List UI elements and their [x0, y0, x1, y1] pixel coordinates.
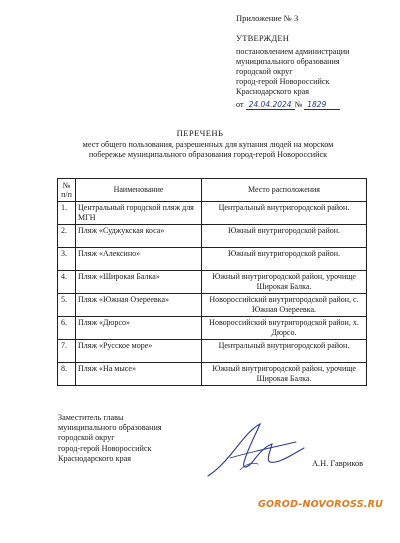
number-sign: № [294, 100, 303, 109]
row-number: 4. [58, 271, 76, 294]
handwritten-number: 1829 [307, 100, 327, 109]
subtitle-line: побережье муниципального образования город-герой Новороссийск [88, 150, 328, 159]
decree-date-line [236, 100, 340, 109]
row-number: 7. [58, 340, 76, 363]
header-place: Место расположения [202, 179, 367, 202]
row-place: Южный внутригородской район, урочище Широкая Балка. [202, 271, 367, 294]
signatory-title [58, 413, 162, 464]
row-name: Пляж «Суджукская коса» [76, 225, 202, 248]
decree-line: муниципального образования [236, 57, 340, 66]
row-number: 8. [58, 363, 76, 386]
row-name: Центральный городской пляж для МГН [76, 202, 202, 225]
document-subtitle [38, 140, 378, 160]
header-name: Наименование [76, 179, 202, 202]
site-watermark: GOROD-NOVOROSS.RU [258, 499, 383, 510]
date-prefix: от [236, 100, 244, 109]
row-place: Новороссийский внутригородской район, с. Южная Озереевка. [202, 294, 367, 317]
table-header-row [58, 179, 367, 202]
signatory-line: муниципального образования [58, 423, 162, 433]
decree-line: город-герой Новороссийск [236, 77, 330, 86]
signatory-line: город-герой Новороссийск [58, 443, 152, 453]
beaches-table [57, 178, 367, 386]
row-place: Южный внутригородской район. [202, 225, 367, 248]
row-number: 3. [58, 248, 76, 271]
row-number: 6. [58, 317, 76, 340]
subtitle-line: мест общего пользования, разрешенных для купания людей на морском [82, 140, 334, 149]
signatory-line: Краснодарского края [58, 453, 132, 463]
row-name: Пляж «На мысе» [76, 363, 202, 386]
decree-line: постановлением администрации [236, 47, 350, 56]
table-row [58, 202, 367, 225]
approved-label: УТВЕРЖДЕН [236, 33, 290, 43]
row-number: 2. [58, 225, 76, 248]
row-place: Новороссийский внутригородской район, х. Дюрсо. [202, 317, 367, 340]
table-row [58, 225, 367, 248]
decree-line: Краснодарского края [236, 87, 310, 96]
table-row [58, 271, 367, 294]
table-row [58, 340, 367, 363]
header-number: № п/п [58, 179, 76, 202]
table-row [58, 363, 367, 386]
handwritten-signature [200, 418, 310, 488]
row-place: Южный внутригородской район. [202, 248, 367, 271]
row-name: Пляж «Русское море» [76, 340, 202, 363]
row-name: Пляж «Дюрсо» [76, 317, 202, 340]
row-place: Центральный внутригородской район. [202, 202, 367, 225]
table-row [58, 317, 367, 340]
row-name: Пляж «Южная Озереевка» [76, 294, 202, 317]
handwritten-date: 24.04.2024 [248, 100, 292, 109]
document-title: ПЕРЕЧЕНЬ [176, 128, 224, 138]
row-number: 1. [58, 202, 76, 225]
decree-line: городской округ [236, 67, 293, 76]
row-name: Пляж «Алексино» [76, 248, 202, 271]
row-name: Пляж «Широкая Балка» [76, 271, 202, 294]
row-place: Южный внутригородской район, урочище Широкая Балка. [202, 363, 367, 386]
appendix-label: Приложение № 3 [236, 13, 299, 23]
signatory-name: А.Н. Гавриков [312, 459, 364, 468]
row-place: Центральный внутригородской район. [202, 340, 367, 363]
table-row [58, 248, 367, 271]
table-row [58, 294, 367, 317]
signatory-line: Заместитель главы [58, 413, 124, 422]
decree-block [236, 47, 396, 97]
row-number: 5. [58, 294, 76, 317]
signatory-line: городской округ [58, 433, 115, 443]
